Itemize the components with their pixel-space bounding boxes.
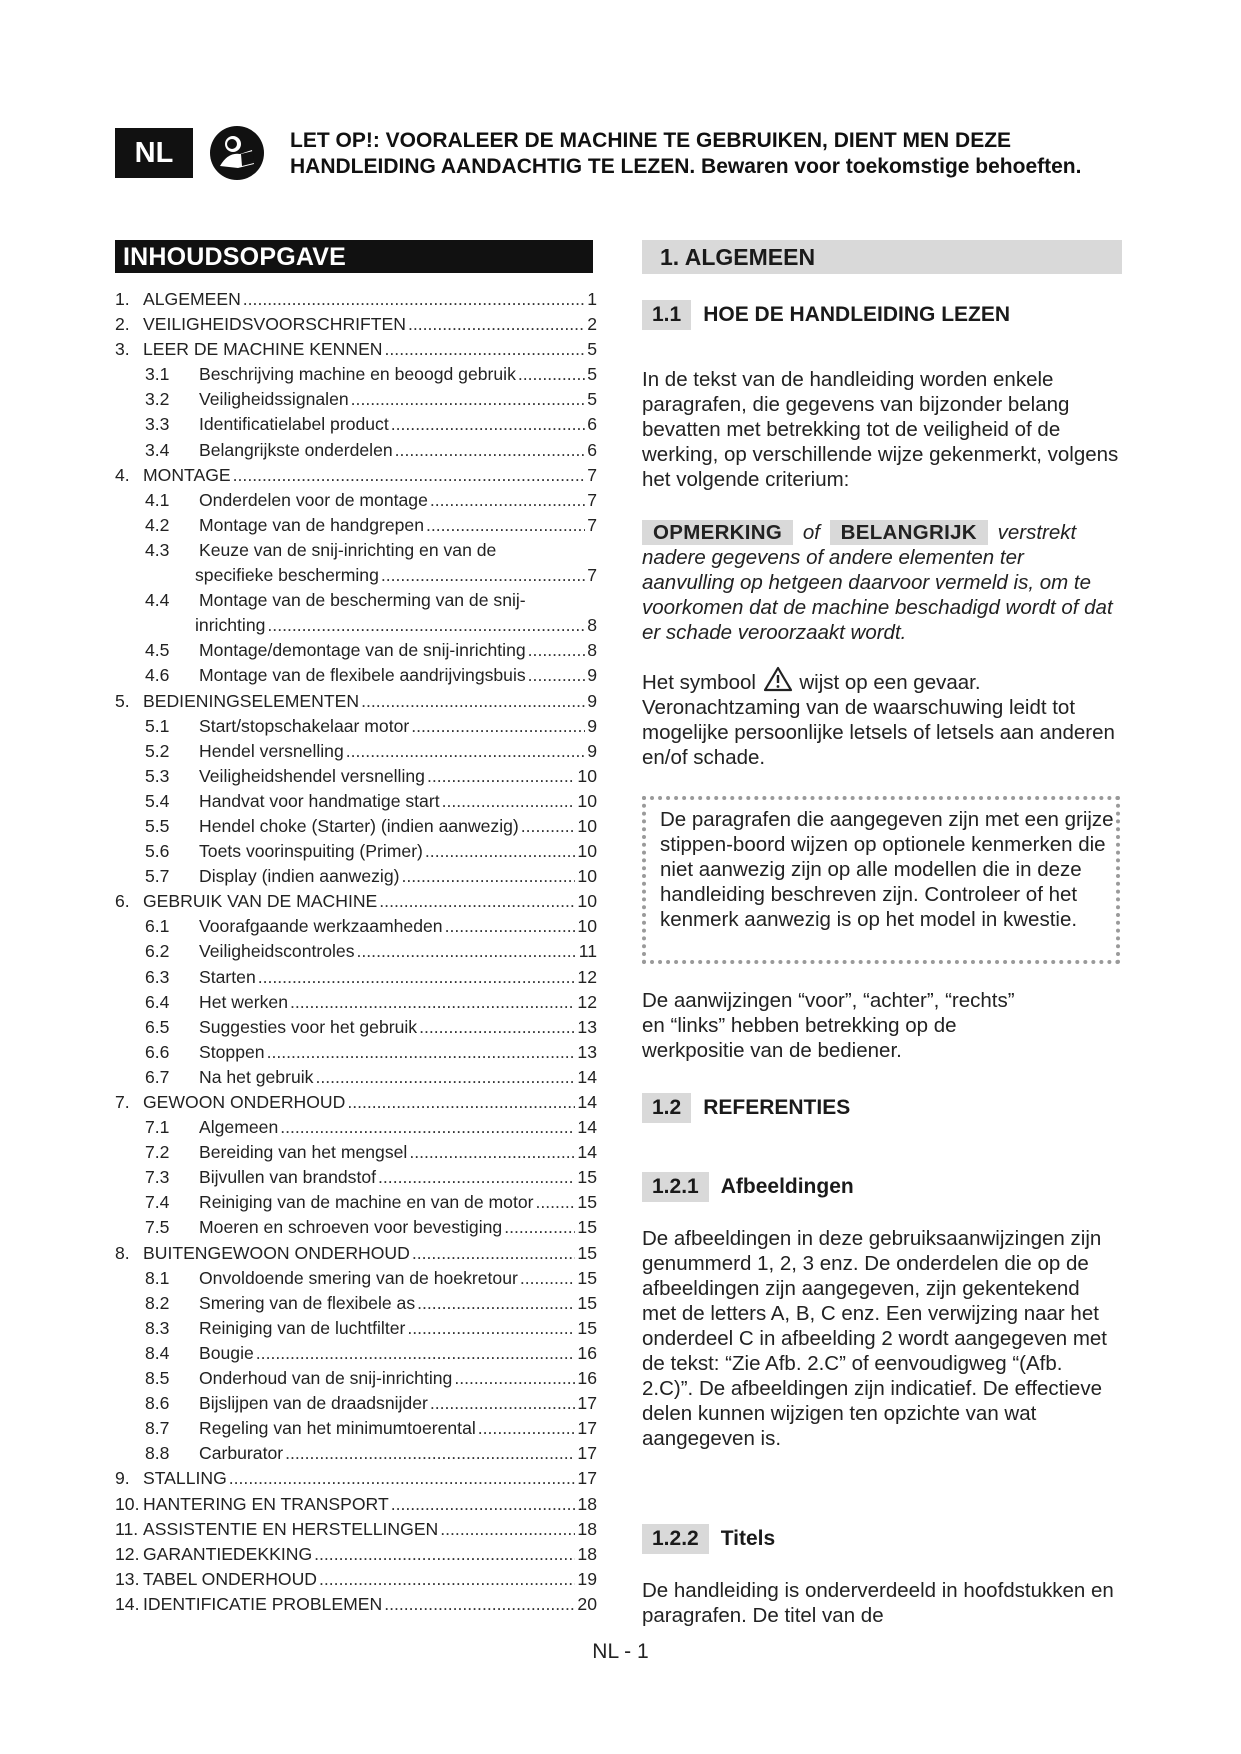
toc-entry xyxy=(115,714,597,739)
toc-leader-dots xyxy=(407,1316,575,1341)
toc-entry-title: Keuze van de snij-inrichting en van de xyxy=(199,539,497,560)
note-tag-belangrijk: BELANGRIJK xyxy=(830,520,988,545)
toc-entry xyxy=(115,914,597,939)
toc-entry-page: 14 xyxy=(577,1092,597,1112)
toc-leader-dots xyxy=(478,1416,576,1441)
toc-entry-title: Carburator xyxy=(199,1443,284,1464)
toc-entry-number: 4.5 xyxy=(145,640,170,661)
toc-entry-page: 13 xyxy=(577,1041,597,1062)
toc-entry-number: 11. xyxy=(115,1518,139,1539)
toc-entry-page: 18 xyxy=(577,1493,597,1514)
toc-entry-title: Identificatielabel product xyxy=(199,414,389,435)
toc-entry xyxy=(115,588,597,613)
toc-entry-number: 8.2 xyxy=(145,1292,170,1313)
toc-leader-dots xyxy=(258,965,576,990)
toc-entry xyxy=(115,1391,597,1416)
toc-entry-title: GEBRUIK VAN DE MACHINE xyxy=(143,891,378,912)
toc-leader-dots xyxy=(381,563,585,588)
figures-paragraph: De afbeeldingen in deze gebruiksaanwijzingen zijn genummerd 1, 2, 3 enz. De onderdelen die op de afbeeldingen zijn aangegeven, zijn gekentekend met de letters A, B, C enz. Een verwijzing naar het onderdeel C in afbeelding 2 wordt aangegeven met de tekst: “Zie Afb. 2.C” of eenvoudigweg “(Afb. 2.C)”. De afbeeldingen zijn indicatief. De effectieve delen kunnen wijzigen ten opzichte van wat aangegeven is. xyxy=(642,1227,1107,1450)
toc-entry-number: 5.6 xyxy=(145,841,170,862)
toc-entry-page: 15 xyxy=(577,1167,597,1188)
toc-entry xyxy=(115,412,597,437)
toc-entry xyxy=(115,1492,597,1517)
toc-entry xyxy=(115,563,597,588)
toc-entry-number: 3. xyxy=(115,339,130,360)
toc-leader-dots xyxy=(520,1266,576,1291)
toc-entry xyxy=(115,789,597,814)
toc-leader-dots xyxy=(357,939,577,964)
toc-entry-number: 4.6 xyxy=(145,665,170,686)
toc-entry-title: Na het gebruik xyxy=(199,1066,314,1087)
toc-entry xyxy=(115,438,597,463)
toc-entry xyxy=(115,312,597,337)
toc-entry xyxy=(115,1567,597,1592)
table-of-contents xyxy=(115,287,597,1617)
toc-entry-number: 8.3 xyxy=(145,1317,170,1338)
toc-entry-number: 5. xyxy=(115,690,130,711)
toc-leader-dots xyxy=(518,362,585,387)
toc-leader-dots xyxy=(243,287,585,312)
toc-leader-dots xyxy=(504,1215,575,1240)
toc-entry-page: 12 xyxy=(577,966,597,987)
toc-leader-dots xyxy=(384,1592,575,1617)
toc-entry-number: 6.5 xyxy=(145,1016,170,1037)
titles-paragraph: De handleiding is onderverdeeld in hoofdstukken en paragrafen. De titel van de xyxy=(642,1579,1114,1627)
toc-entry-page: 15 xyxy=(577,1192,597,1213)
warning-triangle-icon xyxy=(763,666,793,692)
toc-entry xyxy=(115,1215,597,1240)
toc-entry-page: 10 xyxy=(577,790,597,811)
toc-leader-dots xyxy=(408,312,585,337)
toc-entry-page: 18 xyxy=(577,1518,597,1539)
toc-entry xyxy=(115,488,597,513)
toc-entry xyxy=(115,1165,597,1190)
toc-entry-page: 9 xyxy=(587,715,597,736)
toc-entry xyxy=(115,1015,597,1040)
subsection-1-2-1-heading xyxy=(642,1172,854,1202)
toc-entry-page: 1 xyxy=(587,289,597,309)
toc-entry-number: 7.1 xyxy=(145,1117,170,1138)
toc-entry-title: IDENTIFICATIE PROBLEMEN xyxy=(143,1593,383,1614)
toc-entry-title: Handvat voor handmatige start xyxy=(199,790,440,811)
toc-leader-dots xyxy=(417,1291,575,1316)
toc-entry-number: 4. xyxy=(115,464,130,485)
toc-entry-number: 6.1 xyxy=(145,916,170,937)
toc-leader-dots xyxy=(419,1015,575,1040)
toc-leader-dots xyxy=(229,1466,576,1491)
toc-entry-title: Bereiding van het mengsel xyxy=(199,1142,408,1163)
subsection-number: 1.1 xyxy=(642,300,691,330)
toc-entry-title: Onderhoud van de snij-inrichting xyxy=(199,1368,453,1389)
toc-entry-title: Moeren en schroeven voor bevestiging xyxy=(199,1217,503,1238)
toc-entry-number: 8.6 xyxy=(145,1393,170,1414)
toc-entry-title: TABEL ONDERHOUD xyxy=(143,1568,318,1589)
toc-entry xyxy=(115,1366,597,1391)
toc-leader-dots xyxy=(454,1366,575,1391)
toc-entry-number: 1. xyxy=(115,289,130,309)
subsection-1-1-heading xyxy=(642,300,1010,330)
toc-entry-number: 7.4 xyxy=(145,1192,170,1213)
toc-leader-dots xyxy=(409,1140,575,1165)
toc-leader-dots xyxy=(290,990,575,1015)
toc-leader-dots xyxy=(412,1241,576,1266)
toc-entry-title: Start/stopschakelaar motor xyxy=(199,715,410,736)
toc-leader-dots xyxy=(445,914,576,939)
subsection-number: 1.2.2 xyxy=(642,1524,709,1554)
toc-leader-dots xyxy=(528,663,586,688)
toc-entry xyxy=(115,287,597,312)
toc-entry-page: 14 xyxy=(577,1142,597,1163)
toc-leader-dots xyxy=(379,889,575,914)
toc-entry-number: 3.2 xyxy=(145,389,170,410)
toc-entry-title: LEER DE MACHINE KENNEN xyxy=(143,339,383,360)
toc-entry xyxy=(115,1517,597,1542)
toc-entry xyxy=(115,939,597,964)
toc-entry xyxy=(115,1291,597,1316)
toc-entry-number: 6.2 xyxy=(145,941,170,962)
toc-entry-page: 10 xyxy=(577,815,597,836)
toc-leader-dots xyxy=(395,438,586,463)
toc-entry-page: 16 xyxy=(577,1368,597,1389)
toc-entry xyxy=(115,689,597,714)
toc-entry-title: STALLING xyxy=(143,1468,227,1489)
toc-leader-dots xyxy=(528,638,586,663)
toc-entry-title: BEDIENINGSELEMENTEN xyxy=(143,690,360,711)
toc-entry-title: HANTERING EN TRANSPORT xyxy=(143,1493,389,1514)
toc-entry xyxy=(115,1115,597,1140)
toc-entry-title: Toets voorinspuiting (Primer) xyxy=(199,841,423,862)
toc-entry-title: ALGEMEEN xyxy=(143,289,241,309)
toc-entry xyxy=(115,814,597,839)
toc-entry-number: 8.4 xyxy=(145,1342,170,1363)
subsection-title: Afbeeldingen xyxy=(720,1175,854,1198)
toc-leader-dots xyxy=(391,412,585,437)
toc-entry-page: 15 xyxy=(577,1317,597,1338)
toc-entry-title: Bougie xyxy=(199,1342,254,1363)
toc-entry-page: 13 xyxy=(577,1016,597,1037)
toc-entry-page: 15 xyxy=(577,1242,597,1263)
toc-leader-dots xyxy=(401,864,575,889)
toc-entry-number: 7.5 xyxy=(145,1217,170,1238)
toc-entry-title: Onderdelen voor de montage xyxy=(199,489,428,510)
toc-entry-title: Voorafgaande werkzaamheden xyxy=(199,916,443,937)
toc-entry-number: 7. xyxy=(115,1092,130,1112)
directions-paragraph: De aanwijzingen “voor”, “achter”, “rechts” en “links” hebben betrekking op de werkpositie van de bediener. xyxy=(642,989,1015,1062)
toc-entry-page: 7 xyxy=(587,565,597,586)
toc-entry-title: Montage van de flexibele aandrijvingsbuis xyxy=(199,665,526,686)
toc-entry-title: specifieke bescherming xyxy=(195,565,379,586)
toc-entry-title: Beschrijving machine en beoogd gebruik xyxy=(199,364,516,385)
toc-entry-number: 8.5 xyxy=(145,1368,170,1389)
toc-entry-number: 5.5 xyxy=(145,815,170,836)
toc-leader-dots xyxy=(319,1567,575,1592)
note-text: verstrekt nadere gegevens of andere elementen ter aanvulling op hetgeen daarvoor vermeld is, om te voorkomen dat de machine beschadigd wordt of dat er schade veroorzaakt wordt. xyxy=(642,521,1113,644)
toc-entry-page: 5 xyxy=(587,364,597,385)
toc-entry-title: Het werken xyxy=(199,991,288,1012)
note-tag-opmerking: OPMERKING xyxy=(642,520,793,545)
toc-entry xyxy=(115,1190,597,1215)
toc-entry-title: GARANTIEDEKKING xyxy=(143,1543,313,1564)
symbol-text-before: Het symbool xyxy=(642,671,756,694)
toc-entry-number: 4.1 xyxy=(145,489,170,510)
section-heading: 1. ALGEMEEN xyxy=(642,240,1122,274)
toc-entry-page: 10 xyxy=(577,891,597,912)
toc-leader-dots xyxy=(267,1040,576,1065)
toc-entry-number: 4.2 xyxy=(145,514,170,535)
toc-entry xyxy=(115,1542,597,1567)
toc-entry xyxy=(115,764,597,789)
toc-entry-page: 18 xyxy=(577,1543,597,1564)
toc-entry-number: 3.1 xyxy=(145,364,170,385)
read-manual-icon xyxy=(208,124,266,182)
toc-heading: INHOUDSOPGAVE xyxy=(115,240,593,273)
toc-leader-dots xyxy=(256,1341,576,1366)
toc-entry-page: 10 xyxy=(577,841,597,862)
toc-entry-page: 15 xyxy=(577,1267,597,1288)
toc-entry-number: 13. xyxy=(115,1568,140,1589)
toc-entry xyxy=(115,839,597,864)
toc-leader-dots xyxy=(426,513,585,538)
subsection-1-2-heading xyxy=(642,1093,850,1123)
toc-entry-number: 10. xyxy=(115,1493,140,1514)
toc-entry-number: 14. xyxy=(115,1593,140,1614)
subsection-1-2-2-heading xyxy=(642,1524,775,1554)
toc-entry-page: 15 xyxy=(577,1292,597,1313)
toc-entry-number: 6.3 xyxy=(145,966,170,987)
toc-entry-title: Bijvullen van brandstof xyxy=(199,1167,377,1188)
toc-entry-title: Bijslijpen van de draadsnijder xyxy=(199,1393,428,1414)
toc-leader-dots xyxy=(233,463,586,488)
toc-entry-title: Regeling van het minimumtoerental xyxy=(199,1418,476,1439)
toc-entry xyxy=(115,463,597,488)
toc-entry xyxy=(115,387,597,412)
toc-entry-number: 4.3 xyxy=(145,539,170,560)
symbol-text-after: wijst op een gevaar. Veronachtzaming van de waarschuwing leidt tot mogelijke persoonlijke letsels of letsels aan anderen en/of schade. xyxy=(642,671,1115,769)
toc-entry xyxy=(115,889,597,914)
toc-entry xyxy=(115,1241,597,1266)
toc-entry-page: 9 xyxy=(587,665,597,686)
toc-entry-page: 5 xyxy=(587,389,597,410)
toc-entry-title: Hendel choke (Starter) (indien aanwezig) xyxy=(199,815,519,836)
toc-entry-page: 19 xyxy=(577,1568,597,1589)
toc-entry-page: 8 xyxy=(587,640,597,661)
subsection-title: Titels xyxy=(720,1527,776,1550)
toc-entry xyxy=(115,1065,597,1090)
toc-entry xyxy=(115,1140,597,1165)
toc-entry-page: 15 xyxy=(577,1217,597,1238)
toc-entry xyxy=(115,1466,597,1491)
toc-entry-number: 6. xyxy=(115,891,130,912)
toc-entry xyxy=(115,538,597,563)
toc-entry-number: 3.3 xyxy=(145,414,170,435)
toc-entry xyxy=(115,1266,597,1291)
toc-entry xyxy=(115,613,597,638)
subsection-title: HOE DE HANDLEIDING LEZEN xyxy=(703,303,1011,326)
toc-entry-page: 9 xyxy=(587,740,597,761)
toc-entry-page: 17 xyxy=(577,1393,597,1414)
optional-features-box xyxy=(642,796,1120,964)
toc-leader-dots xyxy=(285,1441,575,1466)
toc-entry-number: 6.4 xyxy=(145,991,170,1012)
toc-leader-dots xyxy=(315,1065,575,1090)
toc-leader-dots xyxy=(361,689,585,714)
page-number: NL - 1 xyxy=(592,1640,649,1663)
toc-entry-number: 8.7 xyxy=(145,1418,170,1439)
toc-entry-title: Montage van de handgrepen xyxy=(199,514,424,535)
toc-entry-page: 6 xyxy=(587,414,597,435)
toc-entry xyxy=(115,965,597,990)
toc-entry-title: Display (indien aanwezig) xyxy=(199,866,400,887)
toc-leader-dots xyxy=(425,839,576,864)
toc-leader-dots xyxy=(521,814,576,839)
toc-entry-page: 10 xyxy=(577,916,597,937)
toc-entry-page: 14 xyxy=(577,1117,597,1138)
toc-entry-number: 5.4 xyxy=(145,790,170,811)
toc-leader-dots xyxy=(385,337,586,362)
toc-leader-dots xyxy=(440,1517,575,1542)
subsection-number: 1.2 xyxy=(642,1093,691,1123)
toc-leader-dots xyxy=(430,488,585,513)
toc-entry-number: 7.3 xyxy=(145,1167,170,1188)
toc-leader-dots xyxy=(280,1115,575,1140)
toc-entry-title: VEILIGHEIDSVOORSCHRIFTEN xyxy=(143,314,406,335)
toc-leader-dots xyxy=(346,739,585,764)
toc-entry-title: Veiligheidssignalen xyxy=(199,389,349,410)
note-or: of xyxy=(802,521,820,544)
danger-symbol-paragraph xyxy=(642,666,1132,770)
toc-leader-dots xyxy=(391,1492,576,1517)
toc-entry-page: 16 xyxy=(577,1342,597,1363)
toc-entry-title: Veiligheidshendel versnelling xyxy=(199,765,425,786)
toc-entry-title: Veiligheidscontroles xyxy=(199,941,355,962)
toc-entry-page: 8 xyxy=(587,615,597,636)
toc-entry-page: 17 xyxy=(577,1468,597,1489)
toc-entry-title: Reiniging van de machine en van de motor xyxy=(199,1192,534,1213)
toc-entry xyxy=(115,990,597,1015)
toc-entry-title: BUITENGEWOON ONDERHOUD xyxy=(143,1242,410,1263)
toc-entry-page: 12 xyxy=(577,991,597,1012)
toc-entry-number: 9. xyxy=(115,1468,130,1489)
toc-entry xyxy=(115,638,597,663)
toc-entry-title: GEWOON ONDERHOUD xyxy=(143,1092,346,1112)
toc-entry-page: 7 xyxy=(587,514,597,535)
toc-entry xyxy=(115,1592,597,1617)
subsection-title: REFERENTIES xyxy=(703,1096,851,1119)
toc-leader-dots xyxy=(347,1090,575,1115)
toc-leader-dots xyxy=(430,1391,576,1416)
toc-entry-title: Belangrijkste onderdelen xyxy=(199,439,393,460)
toc-entry-number: 5.7 xyxy=(145,866,170,887)
toc-leader-dots xyxy=(267,613,585,638)
toc-entry-title: ASSISTENTIE EN HERSTELLINGEN xyxy=(143,1518,439,1539)
toc-entry xyxy=(115,513,597,538)
toc-entry-page: 7 xyxy=(587,489,597,510)
toc-entry xyxy=(115,1416,597,1441)
toc-entry-page: 11 xyxy=(578,941,597,962)
toc-entry-page: 20 xyxy=(577,1593,597,1614)
language-badge: NL xyxy=(115,128,193,178)
toc-entry-page: 10 xyxy=(577,866,597,887)
toc-entry-page: 17 xyxy=(577,1418,597,1439)
toc-entry-number: 8.8 xyxy=(145,1443,170,1464)
toc-entry-page: 7 xyxy=(587,464,597,485)
toc-entry-page: 2 xyxy=(587,314,597,335)
toc-entry-title: Reiniging van de luchtfilter xyxy=(199,1317,406,1338)
toc-entry-number: 3.4 xyxy=(145,439,170,460)
toc-leader-dots xyxy=(351,387,586,412)
toc-entry-number: 5.3 xyxy=(145,765,170,786)
toc-leader-dots xyxy=(378,1165,575,1190)
warning-line-2: HANDLEIDING AANDACHTIG TE LEZEN. Bewaren voor toekomstige behoeften. xyxy=(290,155,1082,178)
toc-entry-title: Algemeen xyxy=(199,1117,279,1138)
toc-leader-dots xyxy=(536,1190,576,1215)
toc-entry-number: 7.2 xyxy=(145,1142,170,1163)
toc-entry xyxy=(115,864,597,889)
toc-leader-dots xyxy=(442,789,576,814)
toc-entry-page: 9 xyxy=(587,690,597,711)
toc-entry-title: Starten xyxy=(199,966,256,987)
toc-entry-page: 17 xyxy=(577,1443,597,1464)
toc-entry-title: Smering van de flexibele as xyxy=(199,1292,416,1313)
toc-entry xyxy=(115,1316,597,1341)
toc-entry xyxy=(115,739,597,764)
warning-line-1: LET OP!: VOORALEER DE MACHINE TE GEBRUIKEN, DIENT MEN DEZE xyxy=(290,129,1012,152)
toc-entry xyxy=(115,1040,597,1065)
subsection-number: 1.2.1 xyxy=(642,1172,709,1202)
toc-entry-title: Montage/demontage van de snij-inrichting xyxy=(199,640,526,661)
note-block xyxy=(642,520,1117,645)
toc-entry-page: 6 xyxy=(587,439,597,460)
toc-entry-page: 10 xyxy=(577,765,597,786)
toc-entry-number: 8. xyxy=(115,1242,130,1263)
toc-entry xyxy=(115,663,597,688)
toc-entry-number: 5.2 xyxy=(145,740,170,761)
toc-entry-number: 12. xyxy=(115,1543,140,1564)
toc-entry-title: MONTAGE xyxy=(143,464,231,485)
toc-entry-page: 14 xyxy=(577,1066,597,1087)
toc-entry-title: Suggesties voor het gebruik xyxy=(199,1016,418,1037)
toc-entry-title: Hendel versnelling xyxy=(199,740,344,761)
toc-entry-page: 5 xyxy=(587,339,597,360)
warning-notice xyxy=(290,128,1150,180)
toc-entry-title: Montage van de bescherming van de snij- xyxy=(199,590,526,611)
intro-paragraph: In de tekst van de handleiding worden enkele paragrafen, die gegevens van bijzonder belang bevatten met betrekking tot de veiligheid of de werking, op verschillende wijze gekenmerkt, volgens het volgende criterium: xyxy=(642,368,1119,491)
toc-entry-number: 8.1 xyxy=(145,1267,170,1288)
toc-entry xyxy=(115,337,597,362)
toc-entry-title: Onvoldoende smering van de hoekretour xyxy=(199,1267,518,1288)
toc-entry-number: 4.4 xyxy=(145,590,170,611)
toc-entry-number: 2. xyxy=(115,314,130,335)
toc-leader-dots xyxy=(411,714,585,739)
toc-entry-number: 6.6 xyxy=(145,1041,170,1062)
optional-features-text: De paragrafen die aangegeven zijn met een grijze stippen-boord wijzen op optionele kenmerken die niet aanwezig zijn op alle modellen die in deze handleiding beschreven zijn. Controleer of het kenmerk aanwezig is op het model in kwestie. xyxy=(660,808,1114,931)
toc-leader-dots xyxy=(314,1542,575,1567)
toc-entry xyxy=(115,1341,597,1366)
toc-entry xyxy=(115,362,597,387)
toc-entry-title: Stoppen xyxy=(199,1041,265,1062)
toc-entry xyxy=(115,1090,597,1115)
toc-entry-title: inrichting xyxy=(195,615,266,636)
toc-entry-number: 5.1 xyxy=(145,715,170,736)
toc-entry xyxy=(115,1441,597,1466)
toc-leader-dots xyxy=(427,764,575,789)
toc-entry-number: 6.7 xyxy=(145,1066,170,1087)
